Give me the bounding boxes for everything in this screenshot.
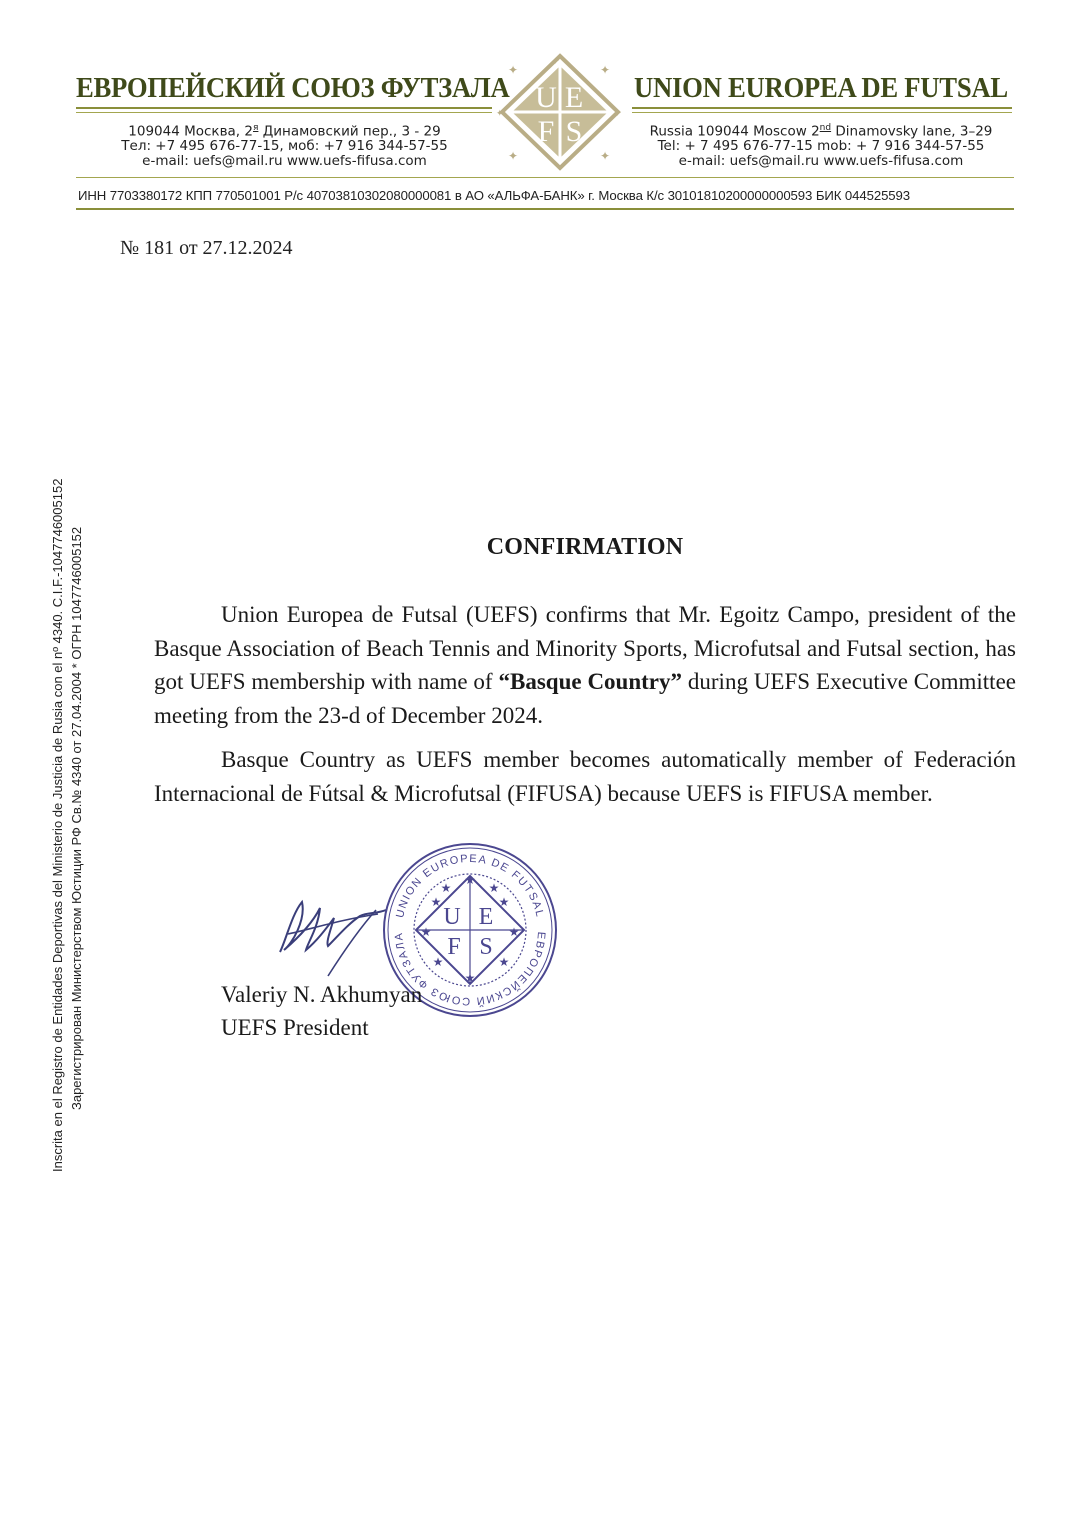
svg-text:★: ★ — [498, 895, 510, 909]
svg-text:✦: ✦ — [552, 56, 560, 66]
svg-text:★: ★ — [440, 881, 452, 895]
header-rule-left-thin — [76, 112, 492, 113]
signatory-name: Valeriy N. Akhumyan — [221, 982, 423, 1007]
bank-details: ИНН 7703380172 КПП 770501001 Р/с 40703810302080000081 в АО «АЛЬФА-БАНК» г. Москва К/с 30101810200000000593 БИК 044525593 — [78, 188, 911, 203]
member-name: “Basque Country” — [498, 669, 683, 694]
page-title: CONFIRMATION — [486, 534, 684, 560]
stamp-text-bottom: ЕВРОПЕЙСКИЙ СОЮЗ ФУТЗАЛА — [392, 931, 548, 1008]
stamp-text-top: UNION EUROPEA DE FUTSAL — [394, 852, 546, 920]
contact-en-email: e-mail: uefs@mail.ru www.uefs-fifusa.com — [678, 152, 964, 169]
svg-text:✦: ✦ — [600, 149, 611, 163]
bank-rule-bottom — [76, 208, 1014, 210]
contact-ru-address: 109044 Москва, $2^я$ Динамовский пер., 3 - 29 — [128, 123, 441, 140]
svg-text:★: ★ — [430, 895, 442, 909]
contact-block-ru — [82, 121, 487, 168]
side-registration-note-ru: Зарегистрирован Министерством Юстиции РФ Св.№ 4340 от 27.04.2004 * ОГРН 1047746005152 — [69, 526, 84, 1110]
svg-text:★: ★ — [432, 955, 444, 969]
svg-text:★: ★ — [420, 925, 432, 939]
handwritten-signature — [268, 880, 398, 980]
logo-letter-u: U — [535, 81, 557, 114]
paragraph-fifusa-membership: Basque Country as UEFS member becomes automatically member of Federación Internacional de Fútsal & Microfutsal (FIFUSA) because UEFS is FIFUSA member. — [154, 747, 1016, 806]
contact-ru-phone: Тел: +7 495 676-77-15, моб: +7 916 344-57-55 — [121, 138, 448, 154]
svg-text:✦: ✦ — [614, 108, 622, 118]
svg-text:★: ★ — [488, 881, 500, 895]
svg-text:★: ★ — [464, 873, 476, 887]
svg-text:★: ★ — [498, 955, 510, 969]
letter-reference: № 181 от 27.12.2024 — [120, 237, 293, 259]
svg-text:★: ★ — [464, 971, 476, 985]
contact-block-en — [628, 121, 1014, 168]
side-registration-note-es: Inscrita en el Registro de Entidades Deportivas del Ministerio de Justicia de Rusia con el nº 4340. C.I.F.-1047746005152 — [50, 478, 65, 1172]
logo-letter-s: S — [565, 115, 583, 148]
contact-en-phone: Tel: + 7 495 676-77-15 mob: + 7 916 344-57-55 — [657, 138, 985, 154]
svg-text:✦: ✦ — [508, 63, 519, 77]
org-name-en: UNION EUROPEA DE FUTSAL — [634, 72, 1008, 104]
header-rule-right-thin — [632, 112, 1012, 113]
org-name-ru: ЕВРОПЕЙСКИЙ СОЮЗ ФУТЗАЛА — [76, 72, 510, 104]
stamp-letter-u: U — [443, 904, 461, 930]
svg-text:✦: ✦ — [496, 108, 504, 118]
logo-letter-e: E — [564, 81, 584, 114]
bank-rule-top — [76, 177, 1014, 178]
uefs-logo — [496, 52, 624, 172]
stamp-letter-f: F — [447, 934, 461, 960]
logo-letter-f: F — [537, 115, 555, 148]
contact-ru-email: e-mail: uefs@mail.ru www.uefs-fifusa.com — [142, 152, 427, 169]
header-rule-left — [76, 107, 492, 109]
svg-text:✦: ✦ — [508, 149, 519, 163]
contact-en-address: Russia 109044 Moscow 2nd Dinamovsky lane, 3–29 — [649, 123, 993, 140]
stamp-letter-e: E — [478, 904, 494, 930]
stamp-letter-s: S — [479, 934, 493, 960]
paragraph-confirmation: Union Europea de Futsal (UEFS) confirms that Mr. Egoitz Campo, president of the Basque Association of Beach Tennis and Minority Sports, Microfutsal and Futsal section, has got UEFS membership with name of “Basque Country” during UEFS Executive Committee meeting from the 23-d of December 2024. — [154, 602, 1016, 728]
svg-text:★: ★ — [508, 925, 520, 939]
svg-text:✦: ✦ — [600, 63, 611, 77]
header-rule-right — [632, 107, 1012, 109]
signatory-title: UEFS President — [221, 1015, 369, 1040]
